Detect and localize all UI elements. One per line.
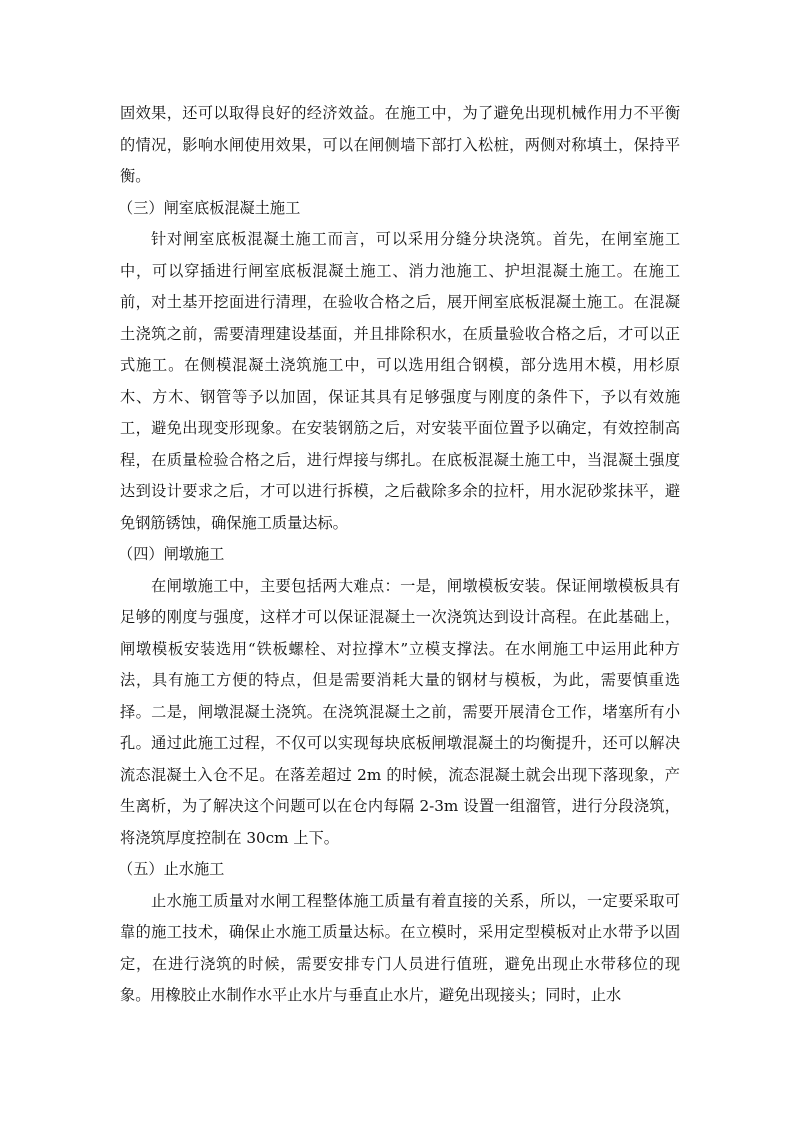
body-paragraph-4: 止水施工质量对水闸工程整体施工质量有着直接的关系，所以，一定要采取可靠的施工技术，确保止水施工质量达标。在立模时，采用定型模板对止水带予以固定，在进行浇筑的时候，需要安排专门人员进行值班，避免出现止水带移位的现象。用橡胶止水制作水平止水片与垂直止水片，避免出现接头；同时，止水 [120,891,680,1004]
section-heading-4: （四）闸墩施工 [118,545,225,563]
section-heading-5: （五）止水施工 [118,860,225,878]
body-paragraph-1: 固效果，还可以取得良好的经济效益。在施工中，为了避免出现机械作用力不平衡的情况，影响水闸使用效果，可以在闸侧墙下部打入松桩，两侧对称填土，保持平衡。 [120,104,680,185]
section-heading-3: （三）闸室底板混凝土施工 [118,198,301,217]
body-paragraph-2: 针对闸室底板混凝土施工而言，可以采用分缝分块浇筑。首先，在闸室施工中，可以穿插进行闸室底板混凝土施工、消力池施工、护坦混凝土施工。在施工前，对土基开挖面进行清理，在验收合格之后，展开闸室底板混凝土施工。在混凝土浇筑之前，需要清理建设基面，并且排除积水，在质量验收合格之后，才可以正式施工。在侧模混凝土浇筑施工中，可以选用组合钢模，部分选用木模，用杉原木、方木、钢管等予以加固，保证其具有足够强度与刚度的条件下，予以有效施工，避免出现变形现象。在安装钢筋之后，对安装平面位置予以确定，有效控制高程，在质量检验合格之后，进行焊接与绑扎。在底板混凝土施工中，当混凝土强度达到设计要求之后，才可以进行拆模，之后截除多余的拉杆，用水泥砂浆抹平，避免钢筋锈蚀，确保施工质量达标。 [120,230,680,532]
body-paragraph-3: 在闸墩施工中，主要包括两大难点：一是，闸墩模板安装。保证闸墩模板具有足够的刚度与强度，这样才可以保证混凝土一次浇筑达到设计高程。在此基础上，闸墩模板安装选用“铁板螺栓、对拉撑木”立模支撑法。在水闸施工中运用此种方法，具有施工方便的特点，但是需要消耗大量的钢材与模板，为此，需要慎重选择。二是，闸墩混凝土浇筑。在浇筑混凝土之前，需要开展清仓工作，堵塞所有小孔。通过此施工过程，不仅可以实现每块底板闸墩混凝土的均衡提升，还可以解决流态混凝土入仓不足。在落差超过 2m 的时候，流态混凝土就会出现下落现象，产生离析，为了解决这个问题可以在仓内每隔 2-3m 设置一组溜管，进行分段浇筑，将浇筑厚度控制在 30cm 上下。 [120,576,680,847]
document-body [120,98,680,1012]
